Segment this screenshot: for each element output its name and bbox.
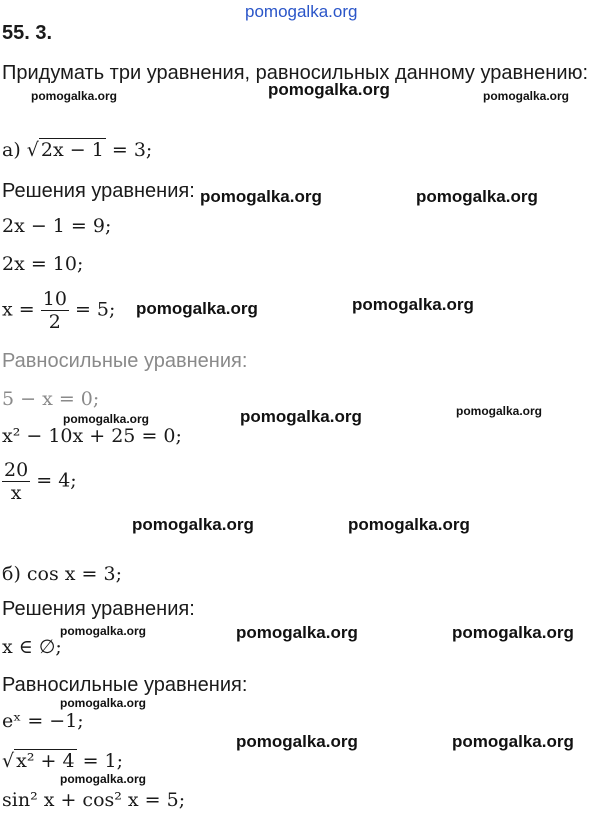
part-b-equivalent-3: sin² x + cos² x = 5; bbox=[2, 789, 186, 811]
watermark: pomogalka.org bbox=[60, 696, 147, 710]
watermark: pomogalka.org bbox=[200, 187, 322, 206]
watermark: pomogalka.org bbox=[63, 412, 150, 426]
watermark: pomogalka.org bbox=[245, 2, 358, 21]
equivalent-eq-2: x² − 10x + 25 = 0; bbox=[2, 425, 182, 447]
step3-rhs: = 5; bbox=[74, 298, 116, 321]
radicand: 2x − 1 bbox=[40, 139, 104, 161]
fraction-denominator: x bbox=[10, 482, 22, 504]
watermark: pomogalka.org bbox=[236, 732, 358, 751]
task-text: Придумать три уравнения, равносильных данному уравнению: bbox=[2, 62, 589, 84]
fraction bbox=[2, 459, 30, 504]
watermark: pomogalka.org bbox=[352, 295, 474, 314]
watermark: pomogalka.org bbox=[240, 407, 362, 426]
part-a-label: а) bbox=[2, 139, 21, 161]
watermark: pomogalka.org bbox=[60, 624, 147, 638]
fraction-denominator: 2 bbox=[48, 311, 61, 333]
equivalent-heading: Равносильные уравнения: bbox=[2, 350, 248, 372]
solution-step-2: 2x = 10; bbox=[2, 253, 84, 275]
watermark: pomogalka.org bbox=[456, 404, 543, 418]
solution-heading: Решения уравнения: bbox=[2, 180, 195, 202]
watermark: pomogalka.org bbox=[348, 515, 470, 534]
watermark: pomogalka.org bbox=[136, 299, 258, 318]
equivalent-heading: Равносильные уравнения: bbox=[2, 674, 248, 696]
step3-lhs: x = bbox=[2, 298, 35, 321]
fraction-numerator: 10 bbox=[42, 288, 67, 310]
part-b-equivalent-1: eˣ = −1; bbox=[2, 710, 84, 732]
problem-number: 55. 3. bbox=[2, 22, 53, 44]
part-b-equation bbox=[2, 563, 122, 585]
equivalent-eq-3 bbox=[2, 459, 77, 504]
part-b-solution: x ∈ ∅; bbox=[2, 636, 62, 658]
part-b-expression: cos x = 3; bbox=[26, 563, 122, 585]
fraction bbox=[41, 288, 69, 333]
part-a-equation bbox=[2, 139, 152, 161]
solution-step-3 bbox=[2, 288, 115, 333]
solution-step-1: 2x − 1 = 9; bbox=[2, 215, 112, 237]
watermark: pomogalka.org bbox=[483, 89, 570, 103]
sqrt-symbol: √ bbox=[26, 139, 39, 161]
part-a-rhs: = 3; bbox=[111, 139, 153, 161]
watermark: pomogalka.org bbox=[236, 623, 358, 642]
equivalent-eq-3-rhs: = 4; bbox=[36, 469, 77, 492]
equivalent-eq-1: 5 − x = 0; bbox=[2, 388, 100, 410]
watermark: pomogalka.org bbox=[452, 732, 574, 751]
sqrt-expression bbox=[27, 139, 106, 161]
part-b-equivalent-2-rhs: = 1; bbox=[82, 750, 124, 772]
watermark: pomogalka.org bbox=[31, 89, 118, 103]
watermark: pomogalka.org bbox=[60, 772, 147, 786]
fraction-numerator: 20 bbox=[4, 459, 29, 481]
watermark: pomogalka.org bbox=[132, 515, 254, 534]
sqrt-expression bbox=[2, 750, 77, 772]
sqrt-symbol: √ bbox=[2, 750, 15, 772]
watermark: pomogalka.org bbox=[452, 623, 574, 642]
part-b-label: б) bbox=[2, 563, 21, 585]
watermark: pomogalka.org bbox=[268, 80, 390, 99]
watermark: pomogalka.org bbox=[416, 187, 538, 206]
part-b-equivalent-2 bbox=[2, 750, 123, 772]
radicand: x² + 4 bbox=[16, 750, 75, 772]
solution-heading: Решения уравнения: bbox=[2, 598, 195, 620]
